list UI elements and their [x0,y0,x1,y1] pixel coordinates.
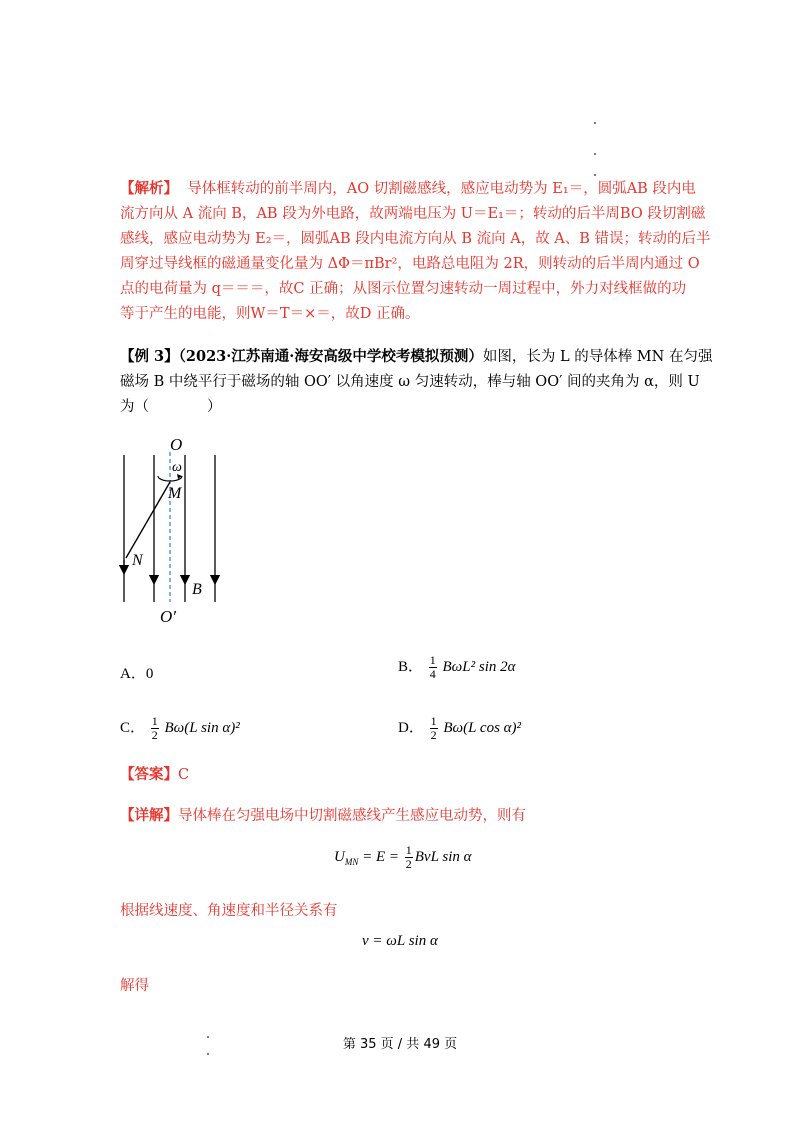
analysis-line: 导体框转动的前半周内，AO 切割磁感线，感应电动势为 E₁＝，圆弧AB 段内电 [187,181,696,197]
eq-sub: MN [344,856,359,867]
detail-text-3: 解得 [120,978,149,994]
frac-den: 4 [429,667,436,681]
example-text: 磁场 B 中绕平行于磁场的轴 OO′ 以角速度 ω 匀速转动，棒与轴 OO′ 间的夹角为 α，则 U [120,374,700,390]
equation-velocity: v = ωL sin α [362,933,438,949]
option-d-letter: D． [398,719,424,736]
label-O-prime: O′ [160,607,176,626]
frac-num: 1 [430,714,437,728]
detail-text-2: 根据线速度、角速度和半径关系有 [120,903,338,919]
option-b[interactable] [398,654,516,681]
eq-right: BvL sin α [414,848,472,865]
eq-mid: = E = [358,848,403,865]
option-d[interactable] [398,715,521,742]
frac-num: 1 [405,843,412,857]
fraction [405,844,413,871]
frac-den: 2 [151,728,158,742]
analysis-tag: 【解析】 [120,180,178,197]
example-text: 如图，长为 L 的导体棒 MN 在匀强 [482,349,713,365]
fraction [430,715,438,742]
label-O: O [170,435,183,454]
answer-line [120,762,189,788]
example-source: （2023·江苏南通·海安高级中学校考模拟预测） [178,348,483,365]
option-a[interactable] [120,662,153,683]
analysis-line: 等于产生的电能，则W＝T＝×＝，故D 正确。 [120,306,420,322]
rotating-rod-figure [110,430,240,630]
equation-emf [334,844,472,871]
detail-line [120,803,526,829]
label-omega: ω [172,460,182,475]
option-a-text: 0 [145,666,154,682]
option-b-expr: BωL² sin 2α [442,658,516,675]
example-text: 为（ ） [120,399,222,415]
frac-den: 2 [405,857,412,871]
option-d-expr: Bω(L cos α)² [443,719,522,736]
analysis-line: 流方向从 A 流向 B，AB 段为外电路，故两端电压为 U＝E₁＝；转动的后半周BO 段切割磁 [120,206,706,222]
analysis-line: 点的电荷量为 q＝＝＝，故C 正确；从图示位置匀速转动一周过程中，外力对线框做的功 [120,281,687,297]
analysis-line: 感线，感应电动势为 E₂＝，圆弧AB 段内电流方向从 B 流向 A，故 A、B 错误；转动的后半 [120,231,711,247]
analysis-paragraph [120,176,711,327]
detail-tag: 【详解】 [120,807,178,824]
label-B: B [192,581,202,598]
option-c-letter: C． [120,719,146,736]
fraction [429,654,437,681]
frac-num: 1 [151,714,158,728]
fraction [151,715,159,742]
option-a-letter: A． [120,666,146,682]
option-c[interactable] [120,715,240,742]
decor-dot [594,153,596,155]
decor-dot [594,122,596,124]
detail-text: 导体棒在匀强电场中切割磁感线产生感应电动势，则有 [178,808,526,824]
example-question [120,344,713,420]
answer-tag: 【答案】 [120,766,178,783]
answer-value: C [178,767,190,783]
option-b-letter: B． [398,658,424,675]
label-M: M [168,485,182,502]
conductor-rod [126,482,170,558]
frac-num: 1 [429,653,436,667]
analysis-line: 周穿过导线框的磁通量变化量为 ΔΦ＝πBr²，电路总电阻为 2R，则转动的后半周内通过 O [120,256,700,272]
page-footer: 第 35 页 / 共 49 页 [342,1037,458,1052]
eq-u: U [334,848,345,865]
decor-dot [207,1053,209,1055]
frac-den: 2 [430,728,437,742]
option-c-expr: Bω(L sin α)² [164,719,240,736]
label-N: N [132,552,143,569]
example-tag: 【例 3】 [120,348,179,365]
